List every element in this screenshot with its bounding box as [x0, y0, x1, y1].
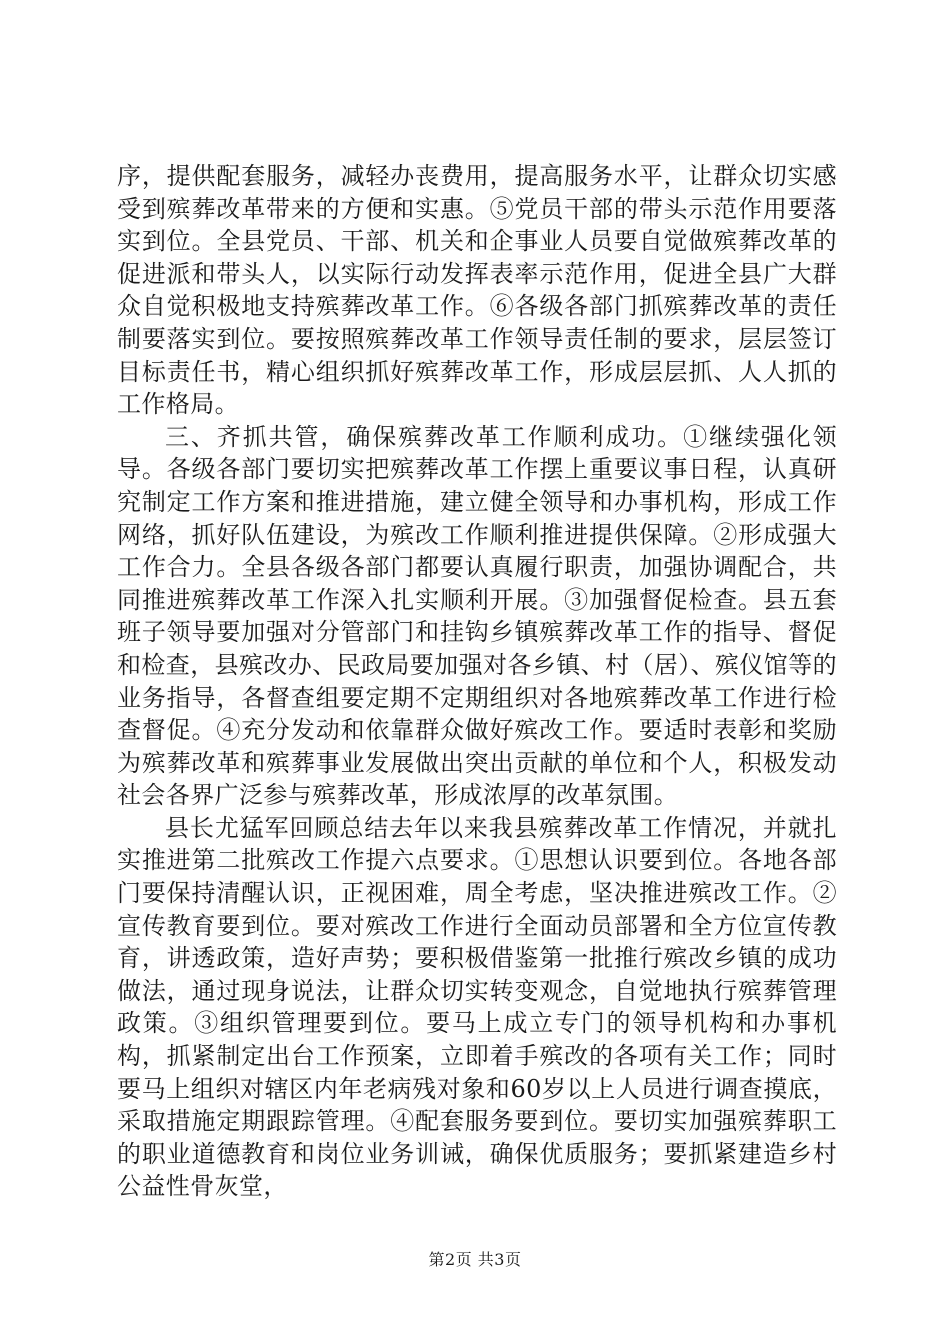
page-number-footer: 第2页 共3页	[428, 1250, 522, 1269]
paragraph-section-three: 三、齐抓共管，确保殡葬改革工作顺利成功。①继续强化领导。各级各部门要切实把殡葬改革工作摆上重要议事日程，认真研究制定工作方案和推进措施，建立健全领导和办事机构，形成工作网络，抓好队伍建设，为殡改工作顺利推进提供保障。②形成强大工作合力。全县各级各部门都要认真履行职责，加强协调配合，共同推进殡葬改革工作深入扎实顺利开展。③加强督促检查。县五套班子领导要加强对分管部门和挂钩乡镇殡葬改革工作的指导、督促和检查，县殡改办、民政局要加强对各乡镇、村（居）、殡仪馆等的业务指导，各督查组要定期不定期组织对各地殡葬改革工作进行检查督促。④充分发动和依靠群众做好殡改工作。要适时表彰和奖励为殡葬改革和殡葬事业发展做出突出贡献的单位和个人，积极发动社会各界广泛参与殡葬改革，形成浓厚的改革氛围。	[117, 422, 837, 810]
paragraph-county-mayor-remarks: 县长尤猛军回顾总结去年以来我县殡葬改革工作情况，并就扎实推进第二批殡改工作提六点要求。①思想认识要到位。各地各部门要保持清醒认识，正视困难，周全考虑，坚决推进殡改工作。②宣传教育要到位。要对殡改工作进行全面动员部署和全方位宣传教育，讲透政策，造好声势；要积极借鉴第一批推行殡改乡镇的成功做法，通过现身说法，让群众切实转变观念，自觉地执行殡葬管理政策。③组织管理要到位。要马上成立专门的领导机构和办事机构，抓紧制定出台工作预案，立即着手殡改的各项有关工作；同时要马上组织对辖区内年老病残对象和60岁以上人员进行调查摸底，采取措施定期跟踪管理。④配套服务要到位。要切实加强殡葬职工的职业道德教育和岗位业务训诫，确保优质服务；要抓紧建造乡村公益性骨灰堂，	[117, 813, 837, 1201]
document-body	[117, 160, 837, 1203]
paragraph-continuation: 序，提供配套服务，减轻办丧费用，提高服务水平，让群众切实感受到殡葬改革带来的方便和实惠。⑤党员干部的带头示范作用要落实到位。全县党员、干部、机关和企事业人员要自觉做殡葬改革的促进派和带头人，以实际行动发挥表率示范作用，促进全县广大群众自觉积极地支持殡葬改革工作。⑥各级各部门抓殡葬改革的责任制要落实到位。要按照殡葬改革工作领导责任制的要求，层层签订目标责任书，精心组织抓好殡葬改革工作，形成层层抓、人人抓的工作格局。	[117, 162, 837, 419]
